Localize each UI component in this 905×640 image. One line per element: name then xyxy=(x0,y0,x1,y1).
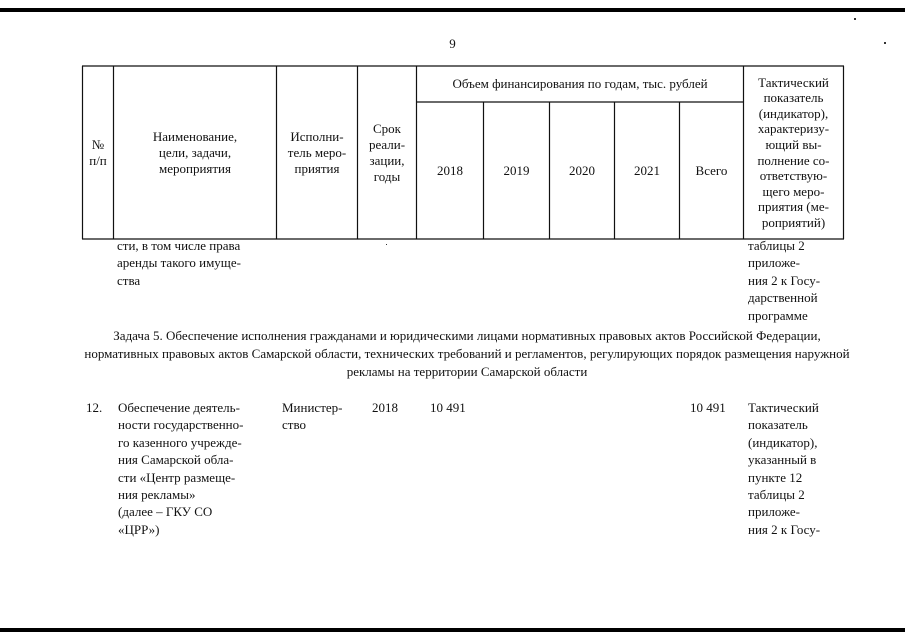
row12-2018: 10 491 xyxy=(430,400,466,415)
row12-executor: Министер- ство xyxy=(282,400,343,433)
header-name: Наименование, цели, задачи, мероприятия xyxy=(152,128,238,176)
header-total: Всего xyxy=(695,162,728,178)
header-executor: Исполни- тель меро- приятия xyxy=(287,128,347,176)
continuation-name: сти, в том числе права аренды такого имуще- ства xyxy=(117,238,241,288)
page-number: 9 xyxy=(449,36,456,51)
task-5-heading: Задача 5. Обеспечение исполнения гражданами и юридическими лицами нормативных правовых актов Российской Федерации, нормативных правовых актов Самарской области, технических требований и регламентов, регулирующих порядок размещения наружной рекламы на территории Самарской области xyxy=(84,328,850,379)
header-funding: Объем финансирования по годам, тыс. рублей xyxy=(452,76,708,91)
header-term: Срок реали- зации, годы xyxy=(368,120,406,184)
continuation-indicator: таблицы 2 приложе- ния 2 к Госу- дарственной программе xyxy=(748,238,821,323)
header-year-2020: 2020 xyxy=(569,162,595,178)
row12-indicator: Тактический показатель (индикатор), указанный в пункте 12 таблицы 2 приложе- ния 2 к Госу- xyxy=(748,400,821,537)
header-year-2021: 2021 xyxy=(634,162,660,178)
row12-name: Обеспечение деятель- ности государственно- го казенного учрежде- ния Самарской обла- сти «Центр размеще- ния рекламы» (далее – ГКУ СО «ЦРР») xyxy=(118,400,244,537)
row12-num: 12. xyxy=(86,400,103,415)
header-indicator: Тактический показатель (индикатор), характеризу- ющий вы- полнение со- ответствую- щего меро- приятия (ме- роприятий) xyxy=(757,74,830,230)
header-year-2019: 2019 xyxy=(503,162,530,178)
row12-term: 2018 xyxy=(372,400,398,415)
header-num: № п/п xyxy=(89,136,107,168)
row12-total: 10 491 xyxy=(690,400,726,415)
header-year-2018: 2018 xyxy=(437,162,463,178)
